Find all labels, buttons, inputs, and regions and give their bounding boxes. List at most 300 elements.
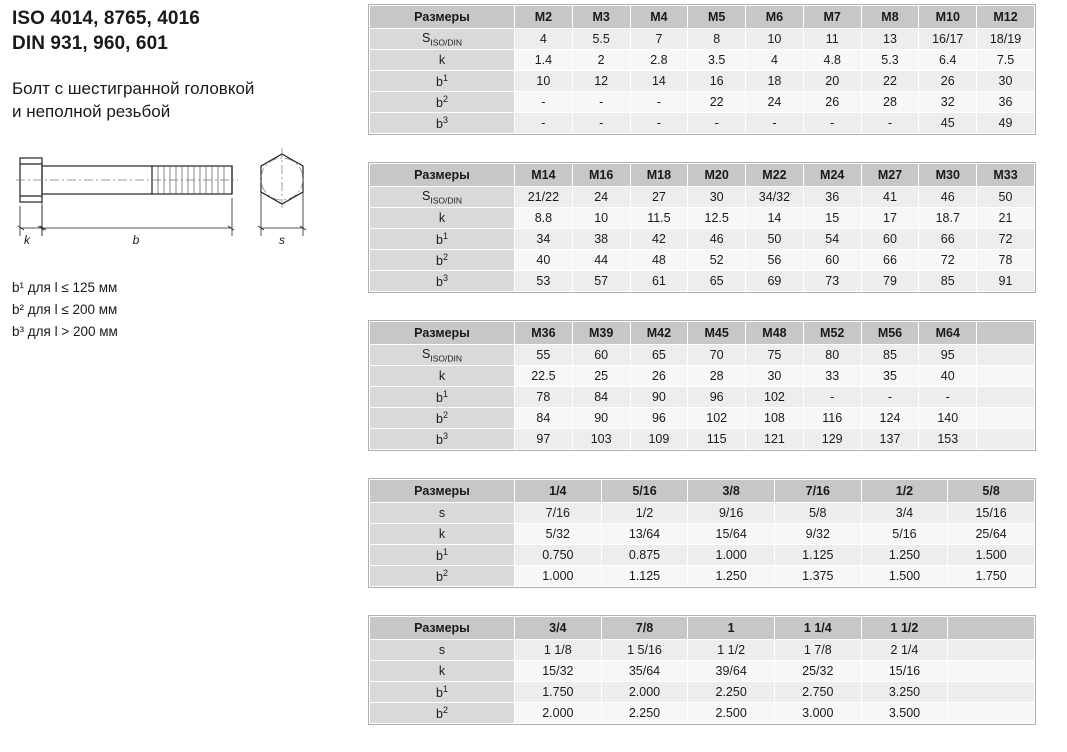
table-row (370, 661, 1035, 682)
column-header: 1/4 (515, 480, 602, 503)
table-metric-m2-m12 (369, 5, 1035, 134)
table-cell: - (515, 92, 573, 113)
table-cell: 22 (688, 92, 746, 113)
drawing-label-k: k (24, 233, 30, 248)
table-cell: 0.875 (601, 545, 688, 566)
column-header: M56 (861, 322, 919, 345)
table-cell: 22.5 (515, 366, 573, 387)
table-cell: 18/19 (977, 29, 1035, 50)
table-cell: 91 (977, 271, 1035, 292)
table-row (370, 682, 1035, 703)
column-header: 1 1/2 (861, 617, 948, 640)
column-header-label: Размеры (370, 6, 515, 29)
table-cell: 28 (688, 366, 746, 387)
table-cell: 61 (630, 271, 688, 292)
table-cell: 16/17 (919, 29, 977, 50)
table-row (370, 524, 1035, 545)
table-cell: 95 (919, 345, 977, 366)
table-cell: 1.375 (774, 566, 861, 587)
table-cell: 1.500 (861, 566, 948, 587)
table-cell: 124 (861, 408, 919, 429)
table-cell: 35/64 (601, 661, 688, 682)
column-header-label: Размеры (370, 322, 515, 345)
table-cell: 8.8 (515, 208, 573, 229)
table-row (370, 71, 1035, 92)
table-cell: 10 (572, 208, 630, 229)
table-cell: 102 (746, 387, 804, 408)
row-header: $b^2$ (370, 566, 515, 587)
table-cell: - (919, 387, 977, 408)
table-cell: 54 (803, 229, 861, 250)
table-header-row (370, 164, 1035, 187)
table-cell: - (572, 92, 630, 113)
table-cell: 75 (746, 345, 804, 366)
table-cell: - (630, 92, 688, 113)
column-header: M42 (630, 322, 688, 345)
table-cell: 2.500 (688, 703, 775, 724)
table-cell: 13 (861, 29, 919, 50)
bolt-technical-drawing (12, 144, 322, 249)
left-info-column (12, 6, 352, 343)
table-cell: 27 (630, 187, 688, 208)
table-cell: 9/32 (774, 524, 861, 545)
table-cell: 48 (630, 250, 688, 271)
table-cell: - (515, 113, 573, 134)
table-cell: 1 5/16 (601, 640, 688, 661)
table-cell: 69 (746, 271, 804, 292)
row-header: $S_{ISO/DIN}$ (370, 345, 515, 366)
table-cell: 72 (919, 250, 977, 271)
table-metric-m36-m64 (369, 321, 1035, 450)
row-header: $b^3$ (370, 429, 515, 450)
table-cell: - (746, 113, 804, 134)
table-cell: 5/8 (774, 503, 861, 524)
product-description (12, 78, 352, 124)
table-cell: - (861, 387, 919, 408)
column-header: M45 (688, 322, 746, 345)
standards-title (12, 6, 352, 56)
table-row (370, 50, 1035, 71)
table-cell: 2.000 (515, 703, 602, 724)
table-cell: 53 (515, 271, 573, 292)
column-header: M52 (803, 322, 861, 345)
table-cell: 90 (572, 408, 630, 429)
column-header: M20 (688, 164, 746, 187)
table-cell: 60 (803, 250, 861, 271)
column-header: 1 (688, 617, 775, 640)
row-header: $b^2$ (370, 703, 515, 724)
table-row (370, 429, 1035, 450)
row-header: k (370, 50, 515, 71)
row-header: $b^3$ (370, 113, 515, 134)
table-cell: 80 (803, 345, 861, 366)
table-wrapper-metric-m2-m12 (368, 4, 1036, 135)
drawing-label-s: s (279, 233, 285, 248)
table-cell: 25 (572, 366, 630, 387)
table-cell (948, 661, 1035, 682)
table-cell: 21/22 (515, 187, 573, 208)
table-cell: 96 (688, 387, 746, 408)
table-cell: 9/16 (688, 503, 775, 524)
table-row (370, 92, 1035, 113)
table-cell: 1.4 (515, 50, 573, 71)
table-row (370, 566, 1035, 587)
table-cell: 10 (515, 71, 573, 92)
column-header: M6 (746, 6, 804, 29)
table-cell: 70 (688, 345, 746, 366)
table-cell: 13/64 (601, 524, 688, 545)
table-cell: 5/32 (515, 524, 602, 545)
table-cell: 6.4 (919, 50, 977, 71)
table-row (370, 208, 1035, 229)
table-header-row (370, 480, 1035, 503)
table-cell: 14 (746, 208, 804, 229)
standards-title-line2: DIN 931, 960, 601 (12, 33, 168, 55)
table-cell: 2.000 (601, 682, 688, 703)
table-cell: 20 (803, 71, 861, 92)
table-cell: 50 (746, 229, 804, 250)
table-cell: 1.500 (948, 545, 1035, 566)
column-header: M36 (515, 322, 573, 345)
table-cell: 73 (803, 271, 861, 292)
table-row (370, 113, 1035, 134)
table-cell: 11 (803, 29, 861, 50)
drawing-label-b: b (132, 233, 140, 248)
row-header: $S_{ISO/DIN}$ (370, 29, 515, 50)
table-cell: 65 (688, 271, 746, 292)
table-cell: 5.5 (572, 29, 630, 50)
table-cell: 84 (515, 408, 573, 429)
row-header: k (370, 524, 515, 545)
table-cell (977, 366, 1035, 387)
table-cell (977, 345, 1035, 366)
table-cell: 2.250 (601, 703, 688, 724)
table-cell: 116 (803, 408, 861, 429)
table-wrapper-metric-m36-m64 (368, 320, 1036, 451)
table-cell: 1/2 (601, 503, 688, 524)
table-row (370, 545, 1035, 566)
table-cell: 12 (572, 71, 630, 92)
column-header: 7/8 (601, 617, 688, 640)
table-cell: 8 (688, 29, 746, 50)
table-cell: 14 (630, 71, 688, 92)
table-cell: - (630, 113, 688, 134)
table-cell: 3.000 (774, 703, 861, 724)
table-cell: 65 (630, 345, 688, 366)
table-cell: 41 (861, 187, 919, 208)
table-cell: 137 (861, 429, 919, 450)
standards-title-line1: ISO 4014, 8765, 4016 (12, 8, 200, 29)
table-row (370, 503, 1035, 524)
table-cell: 26 (803, 92, 861, 113)
table-header-row (370, 322, 1035, 345)
table-cell: 103 (572, 429, 630, 450)
product-description-line2: и неполной резьбой (12, 102, 171, 122)
table-cell: - (572, 113, 630, 134)
row-header: $b^1$ (370, 545, 515, 566)
table-cell: 60 (572, 345, 630, 366)
footnote-b2: b² для l ≤ 200 мм (12, 301, 118, 317)
table-cell (977, 429, 1035, 450)
table-cell: 16 (688, 71, 746, 92)
table-cell: 18.7 (919, 208, 977, 229)
table-cell: 26 (630, 366, 688, 387)
table-cell: 4 (515, 29, 573, 50)
column-header: M18 (630, 164, 688, 187)
table-row (370, 29, 1035, 50)
table-cell: 21 (977, 208, 1035, 229)
table-row (370, 271, 1035, 292)
table-cell: 36 (803, 187, 861, 208)
table-cell: 15/64 (688, 524, 775, 545)
table-cell (948, 682, 1035, 703)
table-cell: 33 (803, 366, 861, 387)
table-row (370, 408, 1035, 429)
table-cell: 52 (688, 250, 746, 271)
table-row (370, 345, 1035, 366)
table-cell: 34 (515, 229, 573, 250)
column-header: M12 (977, 6, 1035, 29)
table-cell: 36 (977, 92, 1035, 113)
table-cell: 102 (688, 408, 746, 429)
table-cell: 2 (572, 50, 630, 71)
footnote-b3: b³ для l > 200 мм (12, 323, 118, 339)
column-header: 5/8 (948, 480, 1035, 503)
row-header: k (370, 366, 515, 387)
table-cell: - (861, 113, 919, 134)
table-cell: 3.500 (861, 703, 948, 724)
table-cell: 15/32 (515, 661, 602, 682)
table-cell: 1.000 (688, 545, 775, 566)
table-row (370, 703, 1035, 724)
table-cell: 1.750 (948, 566, 1035, 587)
table-cell: 15/16 (948, 503, 1035, 524)
table-cell: 3.250 (861, 682, 948, 703)
table-cell: 129 (803, 429, 861, 450)
row-header: k (370, 661, 515, 682)
table-cell: 96 (630, 408, 688, 429)
column-header (977, 322, 1035, 345)
table-cell: 140 (919, 408, 977, 429)
product-description-line1: Болт с шестигранной головкой (12, 79, 255, 99)
table-cell: 1 1/8 (515, 640, 602, 661)
table-cell: - (803, 387, 861, 408)
row-header: $b^3$ (370, 271, 515, 292)
table-cell: 15/16 (861, 661, 948, 682)
table-wrapper-inch-threequarter-oneandhalf (368, 615, 1036, 725)
column-header-label: Размеры (370, 480, 515, 503)
table-wrapper-metric-m14-m33 (368, 162, 1036, 293)
table-cell: 24 (572, 187, 630, 208)
table-cell: 45 (919, 113, 977, 134)
table-cell: 5/16 (861, 524, 948, 545)
column-header: 5/16 (601, 480, 688, 503)
table-cell: 2.250 (688, 682, 775, 703)
table-cell: 7 (630, 29, 688, 50)
row-header: $b^2$ (370, 408, 515, 429)
table-cell: - (688, 113, 746, 134)
table-cell (977, 408, 1035, 429)
table-cell: 25/64 (948, 524, 1035, 545)
column-header: 3/4 (515, 617, 602, 640)
table-cell: 30 (688, 187, 746, 208)
table-cell: 66 (861, 250, 919, 271)
table-cell: 1.250 (861, 545, 948, 566)
table-cell: 34/32 (746, 187, 804, 208)
column-header: M48 (746, 322, 804, 345)
table-cell: 35 (861, 366, 919, 387)
table-cell: 121 (746, 429, 804, 450)
table-cell: 22 (861, 71, 919, 92)
table-cell: 24 (746, 92, 804, 113)
table-cell: 1.125 (601, 566, 688, 587)
table-cell: 26 (919, 71, 977, 92)
row-header: $b^1$ (370, 229, 515, 250)
column-header: 1/2 (861, 480, 948, 503)
table-cell: 12.5 (688, 208, 746, 229)
table-cell: 7/16 (515, 503, 602, 524)
row-header: $b^2$ (370, 92, 515, 113)
column-header: M7 (803, 6, 861, 29)
column-header: M22 (746, 164, 804, 187)
table-cell: 39/64 (688, 661, 775, 682)
table-cell: 85 (861, 345, 919, 366)
table-cell: 49 (977, 113, 1035, 134)
table-metric-m14-m33 (369, 163, 1035, 292)
column-header: M3 (572, 6, 630, 29)
footnote-b1: b¹ для l ≤ 125 мм (12, 280, 118, 296)
table-cell: 17 (861, 208, 919, 229)
footnotes (12, 277, 352, 343)
column-header-label: Размеры (370, 164, 515, 187)
table-cell: 38 (572, 229, 630, 250)
column-header: M24 (803, 164, 861, 187)
table-cell: 1.750 (515, 682, 602, 703)
table-cell: 1 7/8 (774, 640, 861, 661)
table-cell: 56 (746, 250, 804, 271)
table-inch-threequarter-oneandhalf (369, 616, 1035, 724)
column-header: M2 (515, 6, 573, 29)
table-cell: 1 1/2 (688, 640, 775, 661)
table-cell: 66 (919, 229, 977, 250)
table-cell: 1.000 (515, 566, 602, 587)
table-cell: 2.750 (774, 682, 861, 703)
column-header-label: Размеры (370, 617, 515, 640)
column-header: M30 (919, 164, 977, 187)
table-cell: 15 (803, 208, 861, 229)
row-header: $S_{ISO/DIN}$ (370, 187, 515, 208)
row-header: s (370, 503, 515, 524)
dimension-tables (368, 4, 1058, 752)
column-header: M10 (919, 6, 977, 29)
table-cell: 78 (515, 387, 573, 408)
column-header: 3/8 (688, 480, 775, 503)
table-cell: 30 (746, 366, 804, 387)
table-cell: 32 (919, 92, 977, 113)
table-cell: 7.5 (977, 50, 1035, 71)
table-cell: 84 (572, 387, 630, 408)
column-header: M16 (572, 164, 630, 187)
table-cell: 11.5 (630, 208, 688, 229)
table-row (370, 250, 1035, 271)
column-header: 1 1/4 (774, 617, 861, 640)
table-cell: 72 (977, 229, 1035, 250)
table-cell (977, 387, 1035, 408)
table-cell (948, 703, 1035, 724)
table-cell: 2.8 (630, 50, 688, 71)
row-header: $b^1$ (370, 682, 515, 703)
column-header: M8 (861, 6, 919, 29)
table-row (370, 187, 1035, 208)
table-cell: 1.250 (688, 566, 775, 587)
table-cell: 108 (746, 408, 804, 429)
table-header-row (370, 6, 1035, 29)
table-cell: 109 (630, 429, 688, 450)
table-cell: 60 (861, 229, 919, 250)
row-header: k (370, 208, 515, 229)
table-row (370, 640, 1035, 661)
table-cell: 40 (919, 366, 977, 387)
table-cell: 1.125 (774, 545, 861, 566)
table-cell: 97 (515, 429, 573, 450)
table-row (370, 387, 1035, 408)
table-cell: 153 (919, 429, 977, 450)
table-cell: 46 (688, 229, 746, 250)
column-header: M14 (515, 164, 573, 187)
table-cell (948, 640, 1035, 661)
table-cell: 85 (919, 271, 977, 292)
table-cell: 4 (746, 50, 804, 71)
table-cell: - (803, 113, 861, 134)
table-cell: 2 1/4 (861, 640, 948, 661)
table-cell: 25/32 (774, 661, 861, 682)
table-cell: 28 (861, 92, 919, 113)
column-header: 7/16 (774, 480, 861, 503)
table-cell: 50 (977, 187, 1035, 208)
column-header: M39 (572, 322, 630, 345)
table-cell: 44 (572, 250, 630, 271)
row-header: $b^1$ (370, 387, 515, 408)
table-cell: 5.3 (861, 50, 919, 71)
table-row (370, 229, 1035, 250)
column-header: M33 (977, 164, 1035, 187)
column-header: M64 (919, 322, 977, 345)
table-cell: 4.8 (803, 50, 861, 71)
table-cell: 10 (746, 29, 804, 50)
table-cell: 55 (515, 345, 573, 366)
table-cell: 115 (688, 429, 746, 450)
table-cell: 0.750 (515, 545, 602, 566)
table-wrapper-inch-quarter-fiveeighth (368, 478, 1036, 588)
row-header: $b^1$ (370, 71, 515, 92)
table-cell: 3/4 (861, 503, 948, 524)
table-cell: 40 (515, 250, 573, 271)
table-inch-quarter-fiveeighth (369, 479, 1035, 587)
row-header: s (370, 640, 515, 661)
table-cell: 90 (630, 387, 688, 408)
table-cell: 78 (977, 250, 1035, 271)
row-header: $b^2$ (370, 250, 515, 271)
table-cell: 18 (746, 71, 804, 92)
table-cell: 42 (630, 229, 688, 250)
column-header: M4 (630, 6, 688, 29)
table-cell: 3.5 (688, 50, 746, 71)
table-cell: 57 (572, 271, 630, 292)
column-header: M5 (688, 6, 746, 29)
table-header-row (370, 617, 1035, 640)
column-header (948, 617, 1035, 640)
table-cell: 30 (977, 71, 1035, 92)
